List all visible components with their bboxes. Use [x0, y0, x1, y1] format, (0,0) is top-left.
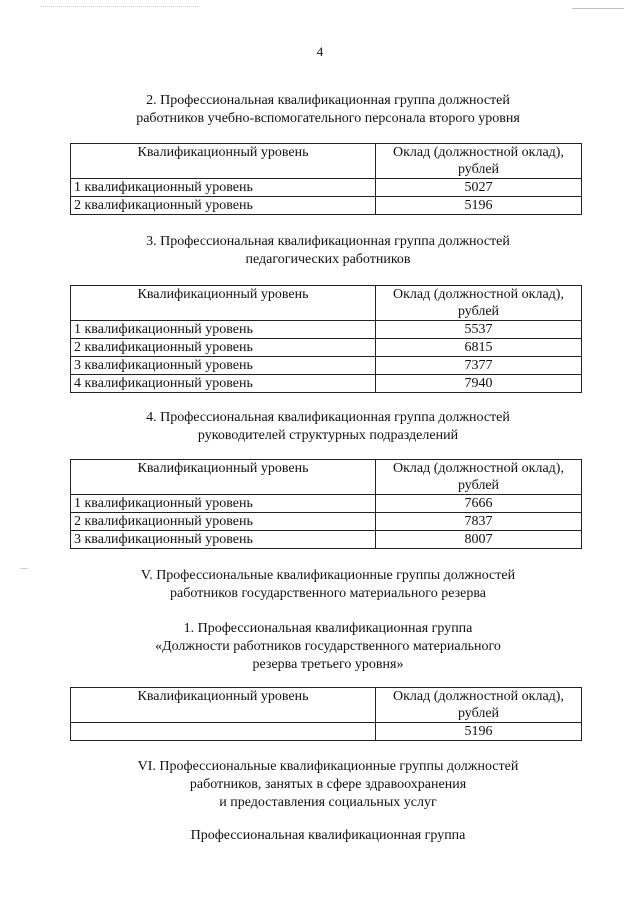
- table-row: [71, 513, 582, 531]
- heading-line: руководителей структурных подразделений: [197, 428, 459, 443]
- table-row: [71, 531, 582, 549]
- heading-line: «Должности работников государственного материального: [155, 639, 501, 654]
- level-cell: 3 квалификационный уровень: [71, 531, 376, 549]
- salary-cell: 7377: [376, 357, 582, 375]
- level-cell: 2 квалификационный уровень: [71, 513, 376, 531]
- table-row: [71, 179, 582, 197]
- section-vi-heading: [0, 758, 640, 812]
- section-3-heading: [0, 233, 640, 269]
- professional-group-heading: [0, 827, 640, 845]
- heading-line: работников государственного материального резерва: [170, 586, 486, 601]
- heading-line: и предоставления социальных услуг: [219, 795, 437, 810]
- salary-column-header: Оклад (должностной оклад), рублей: [376, 688, 582, 723]
- salary-cell: 5196: [376, 723, 582, 741]
- salary-cell: 5027: [376, 179, 582, 197]
- table-row: [71, 495, 582, 513]
- level-column-header: Квалификационный уровень: [71, 688, 376, 723]
- level-cell: 3 квалификационный уровень: [71, 357, 376, 375]
- section-2-heading: [0, 92, 640, 128]
- heading-line: работников, занятых в сфере здравоохранения: [189, 777, 467, 792]
- heading-line: 2. Профессиональная квалификационная группа должностей: [146, 93, 510, 108]
- table-row: [71, 723, 582, 741]
- salary-cell: 5196: [376, 197, 582, 215]
- salary-column-header: Оклад (должностной оклад), рублей: [376, 144, 582, 179]
- level-cell: [71, 723, 376, 741]
- salary-cell: 8007: [376, 531, 582, 549]
- page-number: 4: [316, 44, 324, 59]
- salary-cell: 5537: [376, 321, 582, 339]
- salary-column-header: Оклад (должностной оклад), рублей: [376, 286, 582, 321]
- level-cell: 1 квалификационный уровень: [71, 495, 376, 513]
- salary-cell: 7940: [376, 375, 582, 393]
- scan-artifact: [40, 6, 200, 13]
- heading-line: Профессиональная квалификационная группа: [190, 828, 466, 843]
- level-cell: 2 квалификационный уровень: [71, 197, 376, 215]
- salary-cell: 7666: [376, 495, 582, 513]
- level-cell: 2 квалификационный уровень: [71, 339, 376, 357]
- table-header-row: [71, 460, 582, 495]
- heading-line: педагогических работников: [245, 252, 411, 267]
- section-v-1-salary-table: [70, 687, 582, 741]
- level-column-header: Квалификационный уровень: [71, 144, 376, 179]
- table-row: [71, 339, 582, 357]
- table-row: [71, 321, 582, 339]
- salary-cell: 6815: [376, 339, 582, 357]
- heading-line: 1. Профессиональная квалификационная группа: [183, 621, 473, 636]
- scan-line: [572, 8, 624, 9]
- heading-line: работников учебно-вспомогательного персонала второго уровня: [136, 111, 520, 126]
- table-row: [71, 197, 582, 215]
- table-header-row: [71, 144, 582, 179]
- section-4-salary-table: [70, 459, 582, 549]
- level-cell: 1 квалификационный уровень: [71, 179, 376, 197]
- level-cell: 4 квалификационный уровень: [71, 375, 376, 393]
- section-2-salary-table: [70, 143, 582, 215]
- heading-line: 4. Профессиональная квалификационная группа должностей: [146, 410, 510, 425]
- level-column-header: Квалификационный уровень: [71, 286, 376, 321]
- table-header-row: [71, 688, 582, 723]
- section-v-heading: [0, 567, 640, 603]
- table-row: [71, 375, 582, 393]
- heading-line: 3. Профессиональная квалификационная группа должностей: [146, 234, 510, 249]
- salary-cell: 7837: [376, 513, 582, 531]
- level-column-header: Квалификационный уровень: [71, 460, 376, 495]
- table-row: [71, 357, 582, 375]
- heading-line: V. Профессиональные квалификационные группы должностей: [140, 568, 516, 583]
- level-cell: 1 квалификационный уровень: [71, 321, 376, 339]
- section-v-1-heading: [0, 620, 640, 674]
- heading-line: резерва третьего уровня»: [252, 657, 404, 672]
- salary-column-header: Оклад (должностной оклад), рублей: [376, 460, 582, 495]
- section-3-salary-table: [70, 285, 582, 393]
- heading-line: VI. Профессиональные квалификационные группы должностей: [137, 759, 519, 774]
- table-header-row: [71, 286, 582, 321]
- section-4-heading: [0, 409, 640, 445]
